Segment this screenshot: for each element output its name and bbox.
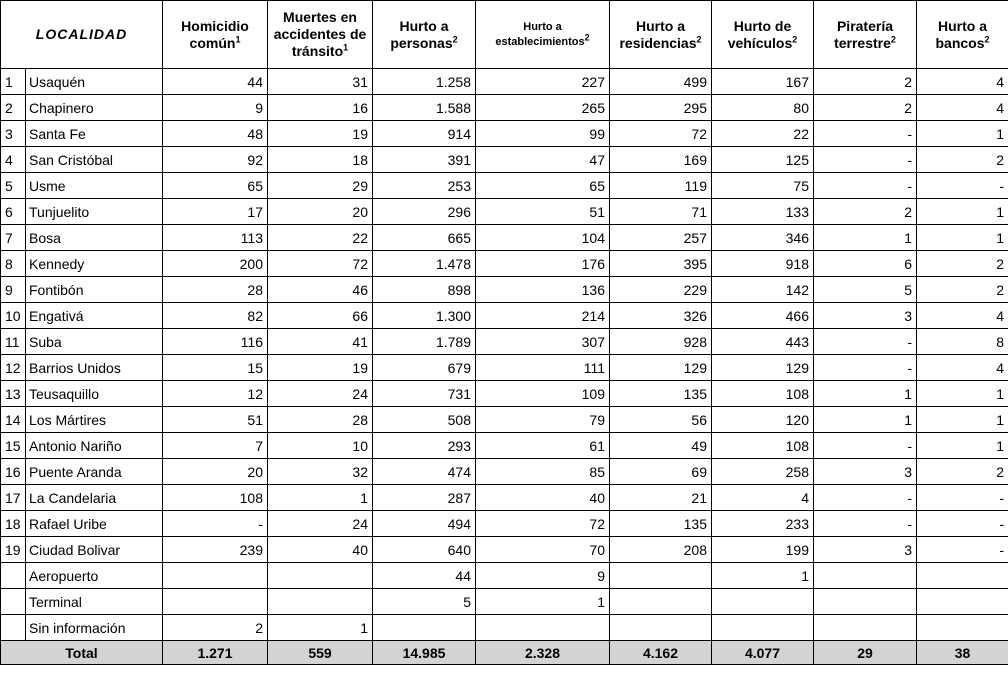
cell-homicidio: 113 [163,225,268,251]
cell-hurto-residencias: 71 [610,199,712,225]
cell-hurto-vehiculos: 22 [712,121,814,147]
cell-hurto-personas: 898 [373,277,476,303]
row-index [1,563,26,589]
cell-homicidio [163,589,268,615]
table-row [1,589,1008,615]
cell-hurto-vehiculos: 258 [712,459,814,485]
cell-hurto-residencias [610,615,712,641]
header-pirateria: Piratería terrestre$^2$ [814,1,917,69]
cell-hurto-residencias: 208 [610,537,712,563]
cell-homicidio: 116 [163,329,268,355]
cell-hurto-bancos: 4 [917,95,1008,121]
cell-muertes: 66 [268,303,373,329]
cell-hurto-vehiculos: 133 [712,199,814,225]
row-index: 10 [1,303,26,329]
cell-pirateria: - [814,121,917,147]
header-hurto-vehiculos: Hurto de vehículos$^2$ [712,1,814,69]
cell-homicidio: 12 [163,381,268,407]
cell-pirateria: - [814,485,917,511]
row-index: 12 [1,355,26,381]
cell-hurto-vehiculos: 4 [712,485,814,511]
cell-homicidio: 44 [163,69,268,95]
cell-hurto-residencias [610,589,712,615]
cell-hurto-residencias: 326 [610,303,712,329]
cell-hurto-establecimientos: 227 [476,69,610,95]
total-label: Total [1,641,163,665]
cell-hurto-personas: 679 [373,355,476,381]
cell-hurto-personas: 494 [373,511,476,537]
cell-hurto-establecimientos: 70 [476,537,610,563]
cell-pirateria: - [814,329,917,355]
row-index: 4 [1,147,26,173]
total-hurto-establecimientos: 2.328 [476,641,610,665]
total-homicidio: 1.271 [163,641,268,665]
row-localidad: Ciudad Bolivar [26,537,163,563]
cell-hurto-personas: 5 [373,589,476,615]
cell-hurto-vehiculos: 120 [712,407,814,433]
cell-hurto-personas: 293 [373,433,476,459]
table-row [1,251,1008,277]
cell-homicidio: 20 [163,459,268,485]
cell-pirateria [814,589,917,615]
cell-hurto-establecimientos: 72 [476,511,610,537]
cell-muertes: 24 [268,511,373,537]
table-row [1,147,1008,173]
cell-hurto-personas: 287 [373,485,476,511]
cell-hurto-personas: 296 [373,199,476,225]
row-index: 3 [1,121,26,147]
cell-homicidio: 92 [163,147,268,173]
row-localidad: Suba [26,329,163,355]
cell-hurto-vehiculos: 108 [712,433,814,459]
cell-muertes: 29 [268,173,373,199]
cell-hurto-vehiculos: 125 [712,147,814,173]
cell-pirateria: 2 [814,69,917,95]
cell-hurto-bancos [917,563,1008,589]
cell-muertes: 28 [268,407,373,433]
cell-homicidio: 65 [163,173,268,199]
row-index: 7 [1,225,26,251]
cell-homicidio: - [163,511,268,537]
table-row [1,303,1008,329]
cell-muertes: 10 [268,433,373,459]
table-row [1,537,1008,563]
total-hurto-vehiculos: 4.077 [712,641,814,665]
table-row [1,329,1008,355]
row-index: 15 [1,433,26,459]
cell-muertes: 32 [268,459,373,485]
cell-hurto-personas: 665 [373,225,476,251]
header-homicidio: Homicidio común$^1$ [163,1,268,69]
cell-hurto-personas: 44 [373,563,476,589]
cell-hurto-personas: 1.478 [373,251,476,277]
cell-hurto-establecimientos: 65 [476,173,610,199]
total-hurto-personas: 14.985 [373,641,476,665]
row-localidad: San Cristóbal [26,147,163,173]
row-localidad: Bosa [26,225,163,251]
cell-hurto-establecimientos: 85 [476,459,610,485]
row-index: 9 [1,277,26,303]
cell-pirateria: 1 [814,407,917,433]
row-localidad: Fontibón [26,277,163,303]
header-hurto-personas: Hurto a personas$^2$ [373,1,476,69]
cell-hurto-personas: 474 [373,459,476,485]
cell-hurto-bancos: 8 [917,329,1008,355]
table-row [1,95,1008,121]
cell-hurto-bancos: 1 [917,381,1008,407]
row-index: 1 [1,69,26,95]
cell-hurto-bancos: - [917,173,1008,199]
cell-hurto-personas: 1.300 [373,303,476,329]
cell-hurto-vehiculos: 75 [712,173,814,199]
row-index: 14 [1,407,26,433]
cell-hurto-establecimientos: 9 [476,563,610,589]
table-row [1,69,1008,95]
cell-hurto-establecimientos: 40 [476,485,610,511]
header-muertes: Muertes en accidentes de tránsito$^1$ [268,1,373,69]
table-row [1,485,1008,511]
cell-hurto-residencias [610,563,712,589]
cell-pirateria: 2 [814,95,917,121]
cell-hurto-residencias: 69 [610,459,712,485]
row-localidad: Teusaquillo [26,381,163,407]
row-index: 2 [1,95,26,121]
cell-hurto-residencias: 72 [610,121,712,147]
cell-pirateria: 6 [814,251,917,277]
total-muertes: 559 [268,641,373,665]
table-row [1,407,1008,433]
cell-hurto-vehiculos [712,589,814,615]
row-localidad: Kennedy [26,251,163,277]
cell-hurto-residencias: 49 [610,433,712,459]
row-index: 18 [1,511,26,537]
cell-homicidio: 82 [163,303,268,329]
row-localidad: Engativá [26,303,163,329]
cell-hurto-establecimientos: 51 [476,199,610,225]
cell-hurto-vehiculos: 918 [712,251,814,277]
cell-hurto-residencias: 135 [610,511,712,537]
cell-hurto-personas: 1.789 [373,329,476,355]
cell-hurto-bancos: 4 [917,69,1008,95]
cell-pirateria: 5 [814,277,917,303]
cell-hurto-establecimientos: 307 [476,329,610,355]
header-hurto-establecimientos: Hurto a establecimientos$^2$ [476,1,610,69]
cell-hurto-vehiculos: 167 [712,69,814,95]
cell-muertes: 22 [268,225,373,251]
cell-hurto-residencias: 169 [610,147,712,173]
cell-muertes [268,589,373,615]
cell-hurto-residencias: 21 [610,485,712,511]
row-localidad: Terminal [26,589,163,615]
cell-hurto-residencias: 928 [610,329,712,355]
cell-hurto-bancos: 4 [917,355,1008,381]
cell-homicidio: 239 [163,537,268,563]
cell-hurto-residencias: 295 [610,95,712,121]
row-index: 13 [1,381,26,407]
cell-hurto-bancos: 1 [917,199,1008,225]
table-row [1,381,1008,407]
row-localidad: Usme [26,173,163,199]
cell-hurto-personas: 508 [373,407,476,433]
header-hurto-bancos: Hurto a bancos$^2$ [917,1,1008,69]
header-row [1,1,1008,69]
cell-muertes: 31 [268,69,373,95]
table-row [1,615,1008,641]
cell-pirateria [814,615,917,641]
table-row [1,199,1008,225]
table-body [1,69,1008,641]
cell-hurto-bancos: - [917,537,1008,563]
row-localidad: Usaquén [26,69,163,95]
cell-pirateria: - [814,433,917,459]
cell-hurto-residencias: 499 [610,69,712,95]
cell-hurto-establecimientos: 111 [476,355,610,381]
cell-muertes: 24 [268,381,373,407]
table-row [1,459,1008,485]
total-pirateria: 29 [814,641,917,665]
cell-hurto-residencias: 119 [610,173,712,199]
cell-muertes: 40 [268,537,373,563]
cell-hurto-bancos: 1 [917,225,1008,251]
row-index: 5 [1,173,26,199]
row-localidad: Chapinero [26,95,163,121]
cell-hurto-personas: 640 [373,537,476,563]
cell-hurto-vehiculos: 80 [712,95,814,121]
cell-hurto-bancos: - [917,485,1008,511]
cell-hurto-establecimientos: 1 [476,589,610,615]
cell-pirateria: 1 [814,225,917,251]
cell-hurto-bancos: 2 [917,459,1008,485]
cell-muertes: 1 [268,615,373,641]
total-row [1,641,1008,665]
cell-hurto-establecimientos: 109 [476,381,610,407]
cell-hurto-establecimientos: 99 [476,121,610,147]
cell-hurto-establecimientos: 47 [476,147,610,173]
row-index: 16 [1,459,26,485]
cell-hurto-vehiculos: 346 [712,225,814,251]
cell-pirateria: 1 [814,381,917,407]
table-row [1,277,1008,303]
cell-homicidio: 48 [163,121,268,147]
cell-muertes: 19 [268,355,373,381]
cell-hurto-personas: 1.588 [373,95,476,121]
cell-hurto-establecimientos: 104 [476,225,610,251]
row-index [1,615,26,641]
cell-muertes: 1 [268,485,373,511]
cell-hurto-establecimientos [476,615,610,641]
cell-hurto-vehiculos: 108 [712,381,814,407]
row-index: 6 [1,199,26,225]
cell-hurto-vehiculos [712,615,814,641]
row-index: 11 [1,329,26,355]
table-row [1,563,1008,589]
cell-hurto-vehiculos: 1 [712,563,814,589]
cell-hurto-personas: 1.258 [373,69,476,95]
cell-hurto-personas: 731 [373,381,476,407]
cell-hurto-establecimientos: 265 [476,95,610,121]
row-index: 17 [1,485,26,511]
cell-muertes [268,563,373,589]
row-localidad: Sin información [26,615,163,641]
cell-hurto-establecimientos: 214 [476,303,610,329]
cell-hurto-vehiculos: 142 [712,277,814,303]
row-localidad: Santa Fe [26,121,163,147]
cell-hurto-bancos: - [917,511,1008,537]
cell-hurto-bancos: 1 [917,433,1008,459]
cell-homicidio: 2 [163,615,268,641]
table-row [1,173,1008,199]
cell-hurto-establecimientos: 176 [476,251,610,277]
cell-hurto-establecimientos: 136 [476,277,610,303]
cell-hurto-residencias: 129 [610,355,712,381]
cell-pirateria: 2 [814,199,917,225]
cell-hurto-residencias: 395 [610,251,712,277]
cell-hurto-bancos [917,615,1008,641]
cell-pirateria [814,563,917,589]
cell-hurto-vehiculos: 233 [712,511,814,537]
row-localidad: Antonio Nariño [26,433,163,459]
cell-pirateria: - [814,173,917,199]
cell-muertes: 18 [268,147,373,173]
cell-hurto-bancos: 2 [917,251,1008,277]
cell-hurto-residencias: 257 [610,225,712,251]
header-hurto-residencias: Hurto a residencias$^2$ [610,1,712,69]
cell-hurto-bancos: 1 [917,407,1008,433]
cell-hurto-residencias: 135 [610,381,712,407]
row-localidad: Los Mártires [26,407,163,433]
cell-hurto-vehiculos: 129 [712,355,814,381]
cell-hurto-personas: 253 [373,173,476,199]
row-localidad: Rafael Uribe [26,511,163,537]
cell-hurto-vehiculos: 466 [712,303,814,329]
cell-muertes: 16 [268,95,373,121]
row-index: 8 [1,251,26,277]
cell-hurto-bancos: 2 [917,277,1008,303]
cell-pirateria: - [814,147,917,173]
cell-homicidio: 51 [163,407,268,433]
cell-homicidio: 28 [163,277,268,303]
cell-pirateria: - [814,355,917,381]
row-localidad: Tunjuelito [26,199,163,225]
cell-muertes: 72 [268,251,373,277]
table-row [1,433,1008,459]
cell-hurto-residencias: 229 [610,277,712,303]
row-index: 19 [1,537,26,563]
cell-homicidio: 200 [163,251,268,277]
cell-hurto-establecimientos: 79 [476,407,610,433]
cell-muertes: 20 [268,199,373,225]
total-hurto-bancos: 38 [917,641,1008,665]
cell-pirateria: 3 [814,303,917,329]
cell-hurto-residencias: 56 [610,407,712,433]
cell-homicidio: 7 [163,433,268,459]
cell-pirateria: - [814,511,917,537]
cell-hurto-personas [373,615,476,641]
cell-hurto-bancos: 2 [917,147,1008,173]
table-row [1,511,1008,537]
cell-homicidio: 108 [163,485,268,511]
cell-hurto-bancos: 4 [917,303,1008,329]
table-row [1,121,1008,147]
cell-hurto-bancos: 1 [917,121,1008,147]
cell-pirateria: 3 [814,459,917,485]
table-row [1,355,1008,381]
cell-hurto-vehiculos: 199 [712,537,814,563]
cell-hurto-establecimientos: 61 [476,433,610,459]
row-localidad: Puente Aranda [26,459,163,485]
cell-hurto-vehiculos: 443 [712,329,814,355]
cell-hurto-bancos [917,589,1008,615]
row-index [1,589,26,615]
row-localidad: Barrios Unidos [26,355,163,381]
cell-pirateria: 3 [814,537,917,563]
cell-homicidio: 9 [163,95,268,121]
cell-hurto-personas: 391 [373,147,476,173]
cell-muertes: 46 [268,277,373,303]
header-localidad: LOCALIDAD [1,1,163,69]
table-row [1,225,1008,251]
row-localidad: Aeropuerto [26,563,163,589]
row-localidad: La Candelaria [26,485,163,511]
cell-homicidio: 15 [163,355,268,381]
cell-muertes: 41 [268,329,373,355]
total-hurto-residencias: 4.162 [610,641,712,665]
cell-homicidio: 17 [163,199,268,225]
cell-muertes: 19 [268,121,373,147]
cell-hurto-personas: 914 [373,121,476,147]
cell-homicidio [163,563,268,589]
